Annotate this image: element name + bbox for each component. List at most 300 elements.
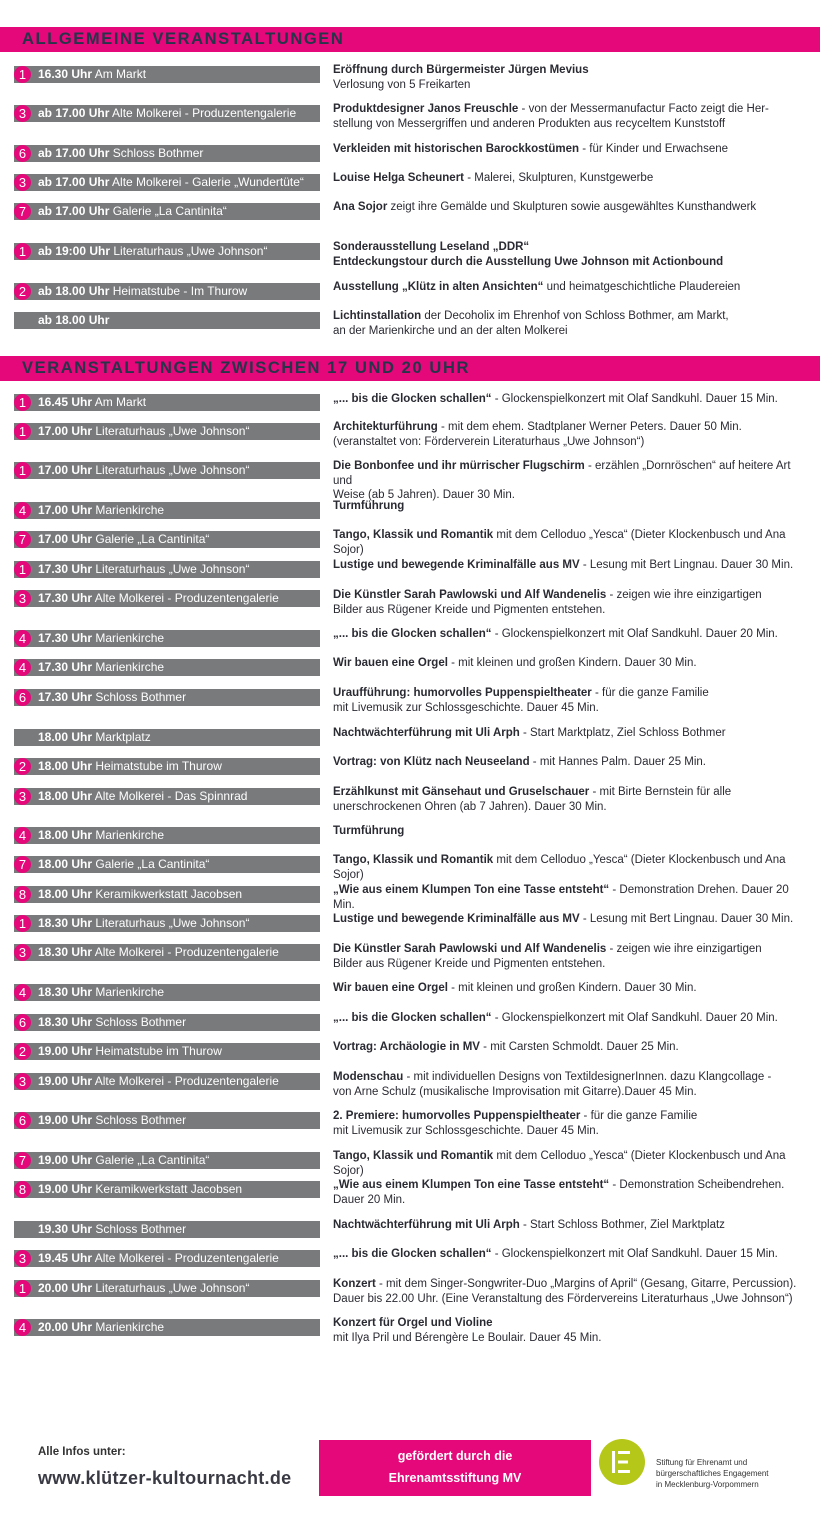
event-description <box>333 942 808 971</box>
event-description <box>333 1218 808 1233</box>
event-time: ab 18.00 Uhr <box>38 313 110 327</box>
event-place: Schloss Bothmer <box>95 1113 187 1127</box>
location-number-badge: 7 <box>14 203 31 220</box>
event-when <box>38 283 247 300</box>
event-place: Marktplatz <box>95 730 151 744</box>
event-description <box>333 853 808 882</box>
event-place: Alte Molkerei - Produzentengalerie <box>94 1074 279 1088</box>
foundation-name-1: Stiftung für Ehrenamt und <box>656 1458 748 1467</box>
location-number-badge: 1 <box>14 243 31 260</box>
location-number-badge: 8 <box>14 1181 31 1198</box>
funding-line-1: gefördert durch die <box>397 1449 513 1463</box>
event-time-bar <box>14 462 320 479</box>
event-time-bar <box>14 1073 320 1090</box>
event-title: 2. Premiere: humorvolles Puppenspieltheater <box>333 1110 581 1122</box>
location-number-badge: 7 <box>14 1152 31 1169</box>
event-time: 18.00 Uhr <box>38 828 93 842</box>
event-time-bar <box>14 203 320 220</box>
event-extra: Dauer bis 22.00 Uhr. (Eine Veranstaltung des Fördervereins Literaturhaus „Uwe Johnson“) <box>333 1292 793 1305</box>
event-description <box>333 200 808 215</box>
event-description-line <box>333 824 808 839</box>
event-time-bar <box>14 1280 320 1297</box>
event-place: Heimatstube im Thurow <box>95 759 222 773</box>
event-time-bar <box>14 788 320 805</box>
event-when <box>38 394 146 411</box>
event-time: 17.30 Uhr <box>38 562 93 576</box>
event-when <box>38 944 279 961</box>
event-text: - für die ganze Familie <box>591 687 709 699</box>
event-text: - für Kinder und Erwachsene <box>579 143 729 155</box>
event-text: - Malerei, Skulpturen, Kunstgewerbe <box>464 172 654 184</box>
event-description-line <box>333 726 808 741</box>
event-title: „... bis die Glocken schallen“ <box>333 1248 492 1260</box>
section-title: ALLGEMEINE VERANSTALTUNGEN <box>22 30 345 48</box>
event-text: der Decoholix im Ehrenhof von Schloss Bothmer, am Markt, <box>421 310 729 322</box>
event-time: 19.00 Uhr <box>38 1182 93 1196</box>
event-title: Ana Sojor <box>333 201 388 213</box>
event-description-line <box>333 459 808 488</box>
event-description-line <box>333 171 808 186</box>
event-when <box>38 312 109 329</box>
location-number-badge: 6 <box>14 145 31 162</box>
event-title: Uraufführung: humorvolles Puppenspieltheater <box>333 687 592 699</box>
event-title: Die Bonbonfee und ihr mürrischer Flugschirm <box>333 460 585 472</box>
event-when <box>38 1014 186 1031</box>
event-time-bar <box>14 827 320 844</box>
event-place: Schloss Bothmer <box>95 1222 187 1236</box>
event-when <box>38 729 151 746</box>
event-text: zeigt ihre Gemälde und Skulpturen sowie ausgewähltes Kunsthandwerk <box>387 201 757 213</box>
event-time: 17.00 Uhr <box>38 424 93 438</box>
event-description-line <box>333 1178 808 1193</box>
event-description-line <box>333 588 808 603</box>
event-title: „... bis die Glocken schallen“ <box>333 393 492 405</box>
event-time: 18.00 Uhr <box>38 789 93 803</box>
event-time-bar <box>14 1181 320 1198</box>
event-extra: Verlosung von 5 Freikarten <box>333 78 471 91</box>
location-number-badge: 8 <box>14 886 31 903</box>
event-description-line <box>333 1218 808 1233</box>
event-time-bar <box>14 758 320 775</box>
location-number-badge: 3 <box>14 788 31 805</box>
event-when <box>38 423 249 440</box>
event-description <box>333 459 808 503</box>
event-text: - zeigen wie ihre einzigartigen <box>606 943 762 955</box>
event-when <box>38 915 249 932</box>
event-when <box>38 502 164 519</box>
event-place: Galerie „La Cantinita“ <box>95 1153 210 1167</box>
event-time-bar <box>14 729 320 746</box>
event-description <box>333 280 808 295</box>
event-place: Galerie „La Cantinita“ <box>95 532 210 546</box>
event-place: Keramikwerkstatt Jacobsen <box>95 1182 243 1196</box>
event-when <box>38 1152 209 1169</box>
event-description <box>333 627 808 642</box>
event-time-bar <box>14 1112 320 1129</box>
event-place: Literaturhaus „Uwe Johnson“ <box>95 463 250 477</box>
event-place: Marienkirche <box>95 1320 165 1334</box>
event-title: Turmführung <box>333 825 405 837</box>
event-text: - Demonstration Drehen. Dauer 20 Min. <box>333 884 789 911</box>
event-time: 18.00 Uhr <box>38 887 93 901</box>
event-description <box>333 1247 808 1262</box>
event-description-line <box>333 1109 808 1124</box>
event-text: - mit Hannes Palm. Dauer 25 Min. <box>529 756 707 768</box>
section-header-evening <box>0 356 820 381</box>
event-description <box>333 656 808 671</box>
event-time-bar <box>14 174 320 191</box>
event-place: Schloss Bothmer <box>95 1015 187 1029</box>
event-description <box>333 499 808 514</box>
location-number-badge: 3 <box>14 105 31 122</box>
event-extra: (veranstaltet von: Förderverein Literaturhaus „Uwe Johnson“) <box>333 435 645 448</box>
event-time: 19.00 Uhr <box>38 1153 93 1167</box>
event-extra: an der Marienkirche und an der alten Molkerei <box>333 324 568 337</box>
event-description <box>333 309 808 338</box>
event-title: Modenschau <box>333 1071 404 1083</box>
event-description-line <box>333 102 808 117</box>
funding-line-2: Ehrenamtsstiftung MV <box>388 1471 522 1485</box>
event-time: 17.00 Uhr <box>38 463 93 477</box>
event-time: 17.00 Uhr <box>38 532 93 546</box>
event-time-bar <box>14 502 320 519</box>
event-time: ab 17.00 Uhr <box>38 175 110 189</box>
event-time-bar <box>14 561 320 578</box>
event-description-line <box>333 1011 808 1026</box>
event-description-line <box>333 528 808 557</box>
event-time-bar <box>14 590 320 607</box>
event-when <box>38 203 227 220</box>
event-time: 18.00 Uhr <box>38 730 93 744</box>
event-text: - von der Messermanufactur Facto zeigt die Her- <box>518 103 769 115</box>
event-description <box>333 824 808 839</box>
event-description <box>333 420 808 449</box>
event-place: Heimatstube - Im Thurow <box>112 284 248 298</box>
event-title: Vortrag: Archäologie in MV <box>333 1041 480 1053</box>
location-number-badge: 1 <box>14 561 31 578</box>
location-number-badge: 4 <box>14 984 31 1001</box>
event-text: - mit Birte Bernstein für alle <box>589 786 732 798</box>
event-description <box>333 142 808 157</box>
location-number-badge: 1 <box>14 915 31 932</box>
event-when <box>38 66 146 83</box>
event-description <box>333 1011 808 1026</box>
event-title: Nachtwächterführung mit Uli Arph <box>333 727 520 739</box>
event-description-line <box>333 1277 808 1292</box>
event-time-bar <box>14 1250 320 1267</box>
event-title: Lustige und bewegende Kriminalfälle aus MV <box>333 559 580 571</box>
event-place: Am Markt <box>94 395 147 409</box>
event-title: Verkleiden mit historischen Barockkostümen <box>333 143 580 155</box>
event-description-line <box>333 280 808 295</box>
event-time: 19.30 Uhr <box>38 1222 93 1236</box>
event-place: Literaturhaus „Uwe Johnson“ <box>95 562 250 576</box>
event-description <box>333 686 808 715</box>
location-number-badge: 6 <box>14 1014 31 1031</box>
event-description-line <box>333 200 808 215</box>
event-extra: mit Livemusik zur Schlossgeschichte. Dauer 45 Min. <box>333 701 599 714</box>
event-description-line <box>333 309 808 324</box>
event-place: Marienkirche <box>95 828 165 842</box>
event-when <box>38 1112 186 1129</box>
event-place: Alte Molkerei - Das Spinnrad <box>94 789 248 803</box>
event-when <box>38 243 267 260</box>
event-text: und heimatgeschichtliche Plaudereien <box>543 281 741 293</box>
event-description <box>333 102 808 131</box>
event-extra: von Arne Schulz (musikalische Improvisation mit Gitarre).Dauer 45 Min. <box>333 1085 697 1098</box>
event-place: Galerie „La Cantinita“ <box>112 204 227 218</box>
event-time-bar <box>14 1152 320 1169</box>
event-time-bar <box>14 394 320 411</box>
event-text: - Lesung mit Bert Lingnau. Dauer 30 Min. <box>579 559 794 571</box>
event-text: - Glockenspielkonzert mit Olaf Sandkuhl. Dauer 20 Min. <box>491 1012 778 1024</box>
event-text: - Lesung mit Bert Lingnau. Dauer 30 Min. <box>579 913 794 925</box>
event-time: ab 19:00 Uhr <box>38 244 111 258</box>
location-number-badge: 4 <box>14 659 31 676</box>
location-number-badge: 2 <box>14 283 31 300</box>
event-description <box>333 63 808 92</box>
event-description-line <box>333 240 808 255</box>
location-number-badge: 1 <box>14 462 31 479</box>
event-time: 17.30 Uhr <box>38 690 93 704</box>
event-description <box>333 1070 808 1099</box>
event-place: Marienkirche <box>95 660 165 674</box>
event-description-line <box>333 558 808 573</box>
event-time-bar <box>14 283 320 300</box>
event-text: - mit Carsten Schmoldt. Dauer 25 Min. <box>479 1041 679 1053</box>
event-time: 18.30 Uhr <box>38 945 93 959</box>
event-title: Turmführung <box>333 500 405 512</box>
event-description <box>333 785 808 814</box>
event-description <box>333 755 808 770</box>
event-description-line <box>333 420 808 435</box>
event-when <box>38 105 296 122</box>
event-description <box>333 1277 808 1306</box>
event-when <box>38 630 164 647</box>
event-time: 18.30 Uhr <box>38 916 93 930</box>
event-description <box>333 1316 808 1345</box>
event-description-line <box>333 785 808 800</box>
event-text: - mit dem ehem. Stadtplaner Werner Peters. Dauer 50 Min. <box>437 421 742 433</box>
event-place: Alte Molkerei - Produzentengalerie <box>94 1251 279 1265</box>
event-title: Ausstellung „Klütz in alten Ansichten“ <box>333 281 544 293</box>
event-time-bar <box>14 659 320 676</box>
event-extra: unerschrockenen Ohren (ab 7 Jahren). Dauer 30 Min. <box>333 800 607 813</box>
event-time-bar <box>14 1319 320 1336</box>
location-number-badge: 7 <box>14 856 31 873</box>
event-time: 16.30 Uhr <box>38 67 93 81</box>
event-time-bar <box>14 423 320 440</box>
event-when <box>38 984 164 1001</box>
event-extra: Weise (ab 5 Jahren). Dauer 30 Min. <box>333 489 515 501</box>
event-time: 17.00 Uhr <box>38 503 93 517</box>
event-description-line <box>333 853 808 882</box>
foundation-logo-icon <box>598 1438 646 1486</box>
event-time: 19.00 Uhr <box>38 1044 93 1058</box>
event-when <box>38 531 209 548</box>
event-title: Konzert für Orgel und Violine <box>333 1317 493 1329</box>
location-number-badge: 3 <box>14 1250 31 1267</box>
event-time-bar <box>14 1043 320 1060</box>
event-text: - mit dem Singer-Songwriter-Duo „Margins of April“ (Gesang, Gitarre, Percussion). <box>375 1278 797 1290</box>
event-text: - mit kleinen und großen Kindern. Dauer 30 Min. <box>447 657 697 669</box>
event-when <box>38 689 186 706</box>
event-description <box>333 240 808 269</box>
location-number-badge: 2 <box>14 758 31 775</box>
event-extra: mit Ilya Pril und Bérengère Le Boulair. Dauer 45 Min. <box>333 1331 602 1344</box>
event-title: Louise Helga Scheunert <box>333 172 465 184</box>
event-time-bar <box>14 1221 320 1238</box>
event-text: - Start Schloss Bothmer, Ziel Marktplatz <box>519 1219 725 1231</box>
event-title: „... bis die Glocken schallen“ <box>333 1012 492 1024</box>
event-time-bar <box>14 630 320 647</box>
event-description-line <box>333 627 808 642</box>
event-extra: Entdeckungstour durch die Ausstellung Uwe Johnson mit Actionbound <box>333 255 724 268</box>
event-time-bar <box>14 243 320 260</box>
event-place: Literaturhaus „Uwe Johnson“ <box>95 1281 250 1295</box>
event-description <box>333 528 808 557</box>
event-text: - erzählen „Dornröschen“ auf heitere Art und <box>333 460 791 487</box>
event-when <box>38 462 249 479</box>
event-description <box>333 171 808 186</box>
location-number-badge: 1 <box>14 394 31 411</box>
event-when <box>38 561 249 578</box>
event-when <box>38 659 164 676</box>
event-title: Die Künstler Sarah Pawlowski und Alf Wandenelis <box>333 943 607 955</box>
event-when <box>38 174 304 191</box>
event-place: Heimatstube im Thurow <box>95 1044 222 1058</box>
foundation-name-3: in Mecklenburg-Vorpommern <box>656 1480 759 1489</box>
event-place: Marienkirche <box>95 631 165 645</box>
event-description-line <box>333 755 808 770</box>
event-title: „Wie aus einem Klumpen Ton eine Tasse entsteht“ <box>333 1179 610 1191</box>
event-place: Literaturhaus „Uwe Johnson“ <box>113 244 268 258</box>
event-description-line <box>333 656 808 671</box>
event-description-line <box>333 1070 808 1085</box>
event-extra: stellung von Messergriffen und anderen Produkten aus recyceltem Kunststoff <box>333 117 726 130</box>
event-description-line <box>333 883 808 912</box>
event-time: ab 17.00 Uhr <box>38 146 110 160</box>
event-description-line <box>333 63 808 78</box>
event-time-bar <box>14 145 320 162</box>
event-title: Wir bauen eine Orgel <box>333 657 448 669</box>
event-extra: Bilder aus Rügener Kreide und Pigmenten entstehen. <box>333 603 606 616</box>
info-label: Alle Infos unter: <box>38 1446 126 1458</box>
event-time-bar <box>14 689 320 706</box>
event-when <box>38 856 209 873</box>
event-text: - Glockenspielkonzert mit Olaf Sandkuhl. Dauer 15 Min. <box>491 393 778 405</box>
event-title: Architekturführung <box>333 421 438 433</box>
event-text: - für die ganze Familie <box>580 1110 698 1122</box>
event-when <box>38 788 247 805</box>
location-number-badge: 4 <box>14 502 31 519</box>
event-extra: mit Livemusik zur Schlossgeschichte. Dauer 45 Min. <box>333 1124 599 1137</box>
event-description <box>333 1040 808 1055</box>
event-time-bar <box>14 944 320 961</box>
event-when <box>38 1319 164 1336</box>
event-title: Eröffnung durch Bürgermeister Jürgen Mevius <box>333 64 589 76</box>
event-time: 18.00 Uhr <box>38 857 93 871</box>
event-title: Die Künstler Sarah Pawlowski und Alf Wandenelis <box>333 589 607 601</box>
event-place: Marienkirche <box>95 985 165 999</box>
event-description-line <box>333 912 808 927</box>
event-text: - mit individuellen Designs von TextildesignerInnen. dazu Klangcollage - <box>403 1071 772 1083</box>
event-when <box>38 827 164 844</box>
event-description-line <box>333 981 808 996</box>
event-when <box>38 145 203 162</box>
location-number-badge: 7 <box>14 531 31 548</box>
event-time-bar <box>14 312 320 329</box>
event-time: ab 18.00 Uhr <box>38 284 110 298</box>
event-time: ab 17.00 Uhr <box>38 106 110 120</box>
event-description-line <box>333 686 808 701</box>
event-time: 19.45 Uhr <box>38 1251 93 1265</box>
event-description <box>333 1178 808 1207</box>
event-title: Tango, Klassik und Romantik <box>333 854 494 866</box>
event-extra: Bilder aus Rügener Kreide und Pigmenten entstehen. <box>333 957 606 970</box>
event-place: Keramikwerkstatt Jacobsen <box>95 887 243 901</box>
event-title: Tango, Klassik und Romantik <box>333 529 494 541</box>
event-description <box>333 726 808 741</box>
foundation-name-2: bürgerschaftliches Engagement <box>656 1469 769 1478</box>
event-description <box>333 1109 808 1138</box>
event-title: Lichtinstallation <box>333 310 422 322</box>
location-number-badge: 1 <box>14 423 31 440</box>
event-description-line <box>333 1247 808 1262</box>
location-number-badge: 4 <box>14 1319 31 1336</box>
event-when <box>38 886 242 903</box>
event-when <box>38 1181 242 1198</box>
event-text: - Glockenspielkonzert mit Olaf Sandkuhl. Dauer 15 Min. <box>491 1248 778 1260</box>
event-title: Nachtwächterführung mit Uli Arph <box>333 1219 520 1231</box>
event-text: - Demonstration Scheibendrehen. <box>609 1179 785 1191</box>
location-number-badge: 3 <box>14 1073 31 1090</box>
event-place: Am Markt <box>94 67 147 81</box>
event-title: „... bis die Glocken schallen“ <box>333 628 492 640</box>
event-description <box>333 392 808 407</box>
event-when <box>38 1221 186 1238</box>
event-title: Erzählkunst mit Gänsehaut und Gruselschauer <box>333 786 590 798</box>
event-time-bar <box>14 915 320 932</box>
event-text: mit dem Celloduo „Yesca“ (Dieter Klockenbusch und Ana Sojor) <box>333 1150 786 1177</box>
event-extra: Dauer 20 Min. <box>333 1193 406 1206</box>
event-text: - mit kleinen und großen Kindern. Dauer 30 Min. <box>447 982 697 994</box>
event-place: Schloss Bothmer <box>112 146 204 160</box>
event-time: 17.30 Uhr <box>38 631 93 645</box>
event-when <box>38 1250 279 1267</box>
event-time-bar <box>14 856 320 873</box>
location-number-badge: 2 <box>14 1043 31 1060</box>
event-time-bar <box>14 531 320 548</box>
event-time: 20.00 Uhr <box>38 1281 93 1295</box>
section-header-general <box>0 27 820 52</box>
event-time: 18.00 Uhr <box>38 759 93 773</box>
event-place: Marienkirche <box>95 503 165 517</box>
event-when <box>38 1073 279 1090</box>
event-place: Galerie „La Cantinita“ <box>95 857 210 871</box>
event-when <box>38 758 222 775</box>
event-time-bar <box>14 886 320 903</box>
event-time: 18.30 Uhr <box>38 1015 93 1029</box>
location-number-badge: 1 <box>14 66 31 83</box>
location-number-badge: 1 <box>14 1280 31 1297</box>
event-place: Schloss Bothmer <box>95 690 187 704</box>
location-number-badge: 4 <box>14 630 31 647</box>
event-description <box>333 1149 808 1178</box>
website-link[interactable]: www.klützer-kultournacht.de <box>38 1468 292 1488</box>
event-text: - Start Marktplatz, Ziel Schloss Bothmer <box>519 727 726 739</box>
event-description-line <box>333 392 808 407</box>
